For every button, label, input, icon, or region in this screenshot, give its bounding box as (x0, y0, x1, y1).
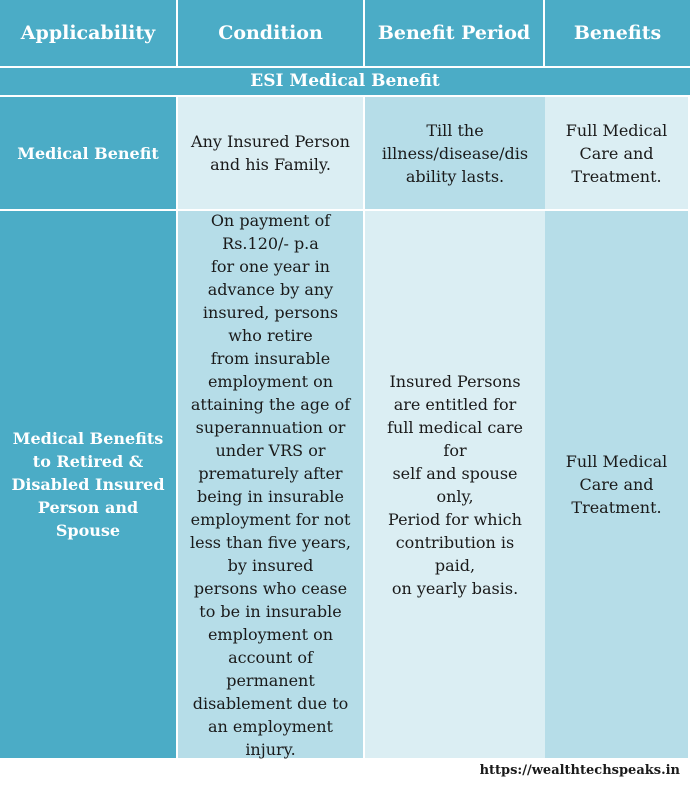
row-1-benefits: Full Medical Care and Treatment. (545, 97, 690, 211)
row-1-applicability: Medical Benefit (0, 97, 178, 211)
row-2-benefits: Full Medical Care and Treatment. (545, 211, 690, 760)
row-2-applicability: Medical Benefits to Retired & Disabled Insured Person and Spouse (0, 211, 178, 760)
row-2-condition: On payment of Rs.120/- p.a for one year in advance by any insured, persons who retire from insurable employment on attaining the age of superannuation or under VRS or prematurely after being in insurable employment for not less than five years, by insured persons who cease to be in insurable employment on account of permanent disablement due to an employment injury. (178, 211, 365, 760)
source-url: https://wealthtechspeaks.in (479, 763, 680, 778)
header-benefit-period: Benefit Period (365, 0, 545, 68)
row-2-benefit-period: Insured Persons are entitled for full medical care for self and spouse only, Period for which contribution is paid, on yearly basis. (365, 211, 545, 760)
header-condition: Condition (178, 0, 365, 68)
row-1-benefit-period: Till the illness/disease/dis ability lasts. (365, 97, 545, 211)
header-applicability: Applicability (0, 0, 178, 68)
header-benefits: Benefits (545, 0, 690, 68)
row-1-condition: Any Insured Person and his Family. (178, 97, 365, 211)
section-title: ESI Medical Benefit (0, 68, 690, 97)
